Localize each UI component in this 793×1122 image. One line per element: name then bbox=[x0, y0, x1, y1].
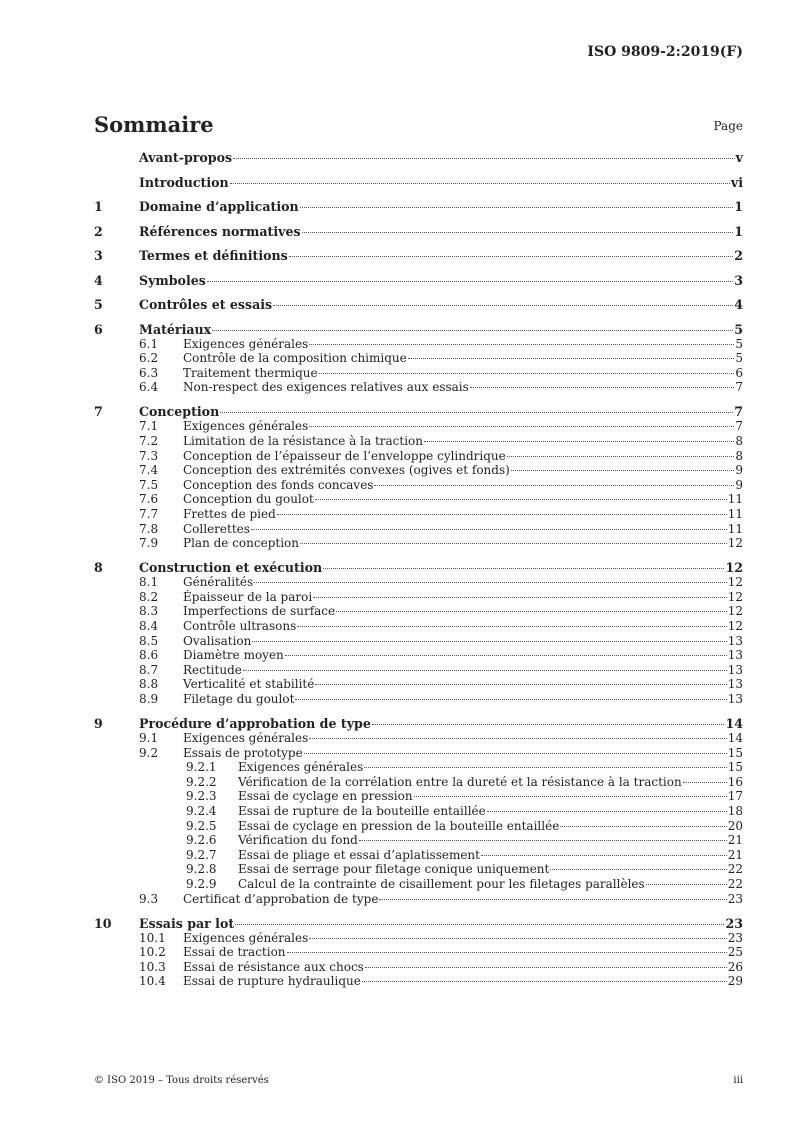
toc-number: 10.4 bbox=[139, 974, 166, 989]
dot-leader bbox=[550, 869, 726, 870]
page-title: Sommaire bbox=[94, 112, 214, 137]
toc-subsection[interactable] bbox=[94, 575, 743, 590]
toc-title: Contrôles et essais bbox=[139, 297, 273, 312]
dot-leader bbox=[220, 412, 733, 413]
toc-subsection[interactable] bbox=[94, 463, 743, 478]
toc-page-number: 29 bbox=[727, 974, 743, 989]
toc-page-number: 17 bbox=[727, 789, 743, 804]
toc-number: 7.9 bbox=[139, 536, 159, 551]
toc-number: 6.1 bbox=[139, 336, 159, 351]
footer-page-number: iii bbox=[733, 1075, 743, 1086]
dot-leader bbox=[273, 305, 733, 306]
dot-leader bbox=[313, 597, 727, 598]
toc-number: 8.2 bbox=[139, 589, 159, 604]
toc-page-number: 5 bbox=[735, 351, 743, 366]
toc-page-number: 12 bbox=[727, 575, 743, 590]
toc-page-number: 25 bbox=[727, 945, 743, 960]
toc-number: 10 bbox=[94, 915, 112, 931]
toc-page-number: 14 bbox=[725, 716, 743, 732]
dot-leader bbox=[302, 232, 734, 233]
dot-leader bbox=[300, 543, 727, 544]
toc-number: 5 bbox=[94, 297, 103, 312]
toc-number: 10.1 bbox=[139, 930, 166, 945]
toc-page-number: v bbox=[735, 150, 743, 165]
dot-leader bbox=[233, 158, 735, 159]
toc-number: 10.2 bbox=[139, 945, 166, 960]
dot-leader bbox=[207, 281, 733, 282]
toc-title: Vérification de la corrélation entre la dureté et la résistance à la traction bbox=[238, 774, 682, 789]
toc-number: 3 bbox=[94, 248, 103, 263]
toc-subsection[interactable] bbox=[94, 648, 743, 663]
toc-number: 7.5 bbox=[139, 477, 159, 492]
toc-number: 7.3 bbox=[139, 448, 159, 463]
toc-subsubsection[interactable] bbox=[94, 789, 743, 804]
toc-title: Certificat d’approbation de type bbox=[183, 891, 379, 906]
toc-page-number: 11 bbox=[727, 492, 743, 507]
toc-title: Imperfections de surface bbox=[183, 604, 336, 619]
toc-subsection[interactable] bbox=[94, 746, 743, 761]
toc-page-number: 13 bbox=[727, 691, 743, 706]
toc-page-number: 1 bbox=[734, 199, 743, 214]
dot-leader bbox=[408, 358, 735, 359]
toc-title: Vérification du fond bbox=[238, 833, 358, 848]
toc-section[interactable] bbox=[94, 175, 743, 190]
toc-title: Généralités bbox=[183, 575, 254, 590]
toc-page-number: 13 bbox=[727, 662, 743, 677]
dot-leader bbox=[470, 387, 735, 388]
toc-title: Ovalisation bbox=[183, 633, 252, 648]
toc-title: Limitation de la résistance à la traction bbox=[183, 433, 423, 448]
toc-title: Exigences générales bbox=[183, 930, 309, 945]
toc-title: Avant-propos bbox=[139, 150, 233, 165]
toc-title: Épaisseur de la paroi bbox=[183, 589, 313, 604]
toc-number: 7.1 bbox=[139, 419, 159, 434]
toc-subsection[interactable] bbox=[94, 351, 743, 366]
toc-title: Rectitude bbox=[183, 662, 242, 677]
toc-subsection[interactable] bbox=[94, 619, 743, 634]
toc-title: Conception des fonds concaves bbox=[183, 477, 374, 492]
toc-number: 9.2.3 bbox=[186, 789, 217, 804]
toc-number: 4 bbox=[94, 272, 103, 288]
toc-title: Essai de pliage et essai d’aplatissement bbox=[238, 847, 480, 862]
dot-leader bbox=[304, 753, 727, 754]
toc-section[interactable] bbox=[94, 716, 743, 731]
dot-leader bbox=[481, 855, 727, 856]
toc-page-number: 7 bbox=[734, 404, 743, 420]
dot-leader bbox=[511, 470, 735, 471]
toc-page-number: 23 bbox=[727, 930, 743, 945]
dot-leader bbox=[364, 767, 726, 768]
toc-page-number: 20 bbox=[727, 818, 743, 833]
toc-page-number: 6 bbox=[735, 365, 743, 380]
dot-leader bbox=[414, 796, 727, 797]
toc-subsection[interactable] bbox=[94, 731, 743, 746]
toc-number: 6.3 bbox=[139, 365, 159, 380]
toc-subsection[interactable] bbox=[94, 677, 743, 692]
toc-subsubsection[interactable] bbox=[94, 819, 743, 834]
dot-leader bbox=[295, 699, 726, 700]
toc-subsection[interactable] bbox=[94, 522, 743, 537]
toc-section[interactable] bbox=[94, 150, 743, 165]
dot-leader bbox=[235, 924, 724, 925]
dot-leader bbox=[309, 426, 734, 427]
dot-leader bbox=[365, 967, 727, 968]
toc-subsection[interactable] bbox=[94, 892, 743, 907]
toc-title: Essais par lot bbox=[139, 915, 235, 931]
toc-title: Plan de conception bbox=[183, 536, 299, 551]
toc-title: Filetage du goulot bbox=[183, 691, 295, 706]
dot-leader bbox=[560, 826, 726, 827]
toc-number: 7.8 bbox=[139, 521, 159, 536]
toc-subsection[interactable] bbox=[94, 434, 743, 449]
toc-subsection[interactable] bbox=[94, 634, 743, 649]
toc-subsubsection[interactable] bbox=[94, 848, 743, 863]
dot-leader bbox=[372, 724, 725, 725]
toc-subsection[interactable] bbox=[94, 366, 743, 381]
toc-number: 1 bbox=[94, 199, 103, 214]
dot-leader bbox=[285, 655, 727, 656]
toc-section[interactable] bbox=[94, 273, 743, 288]
dot-leader bbox=[683, 782, 727, 783]
dot-leader bbox=[212, 330, 733, 331]
dot-leader bbox=[277, 514, 727, 515]
toc-subsection[interactable] bbox=[94, 604, 743, 619]
toc-title: Traitement thermique bbox=[183, 365, 318, 380]
toc-number: 9.2.9 bbox=[186, 877, 217, 891]
toc-subsection[interactable] bbox=[94, 419, 743, 434]
toc-subsection[interactable] bbox=[94, 692, 743, 707]
toc-page-number: 11 bbox=[727, 521, 743, 536]
toc-page-number: 14 bbox=[727, 731, 743, 746]
toc-number: 8.3 bbox=[139, 604, 159, 619]
toc-title: Essai de rupture hydraulique bbox=[183, 974, 361, 989]
toc-number: 7.2 bbox=[139, 433, 159, 448]
toc-subsection[interactable] bbox=[94, 337, 743, 352]
dot-leader bbox=[309, 738, 726, 739]
toc-number: 6 bbox=[94, 321, 103, 337]
dot-leader bbox=[252, 641, 726, 642]
toc-subsubsection[interactable] bbox=[94, 775, 743, 790]
toc-subsection[interactable] bbox=[94, 974, 743, 989]
dot-leader bbox=[287, 952, 727, 953]
toc-subsubsection[interactable] bbox=[94, 833, 743, 848]
toc-section[interactable] bbox=[94, 297, 743, 312]
dot-leader bbox=[251, 529, 727, 530]
toc-number: 9.3 bbox=[139, 891, 159, 906]
toc-title: Matériaux bbox=[139, 321, 212, 337]
toc-title: Calcul de la contrainte de cisaillement pour les filetages parallèles bbox=[238, 877, 645, 891]
dot-leader bbox=[309, 938, 726, 939]
toc-section[interactable] bbox=[94, 248, 743, 263]
toc-page-number: 21 bbox=[727, 847, 743, 862]
toc-section[interactable] bbox=[94, 560, 743, 575]
toc-page-number: 7 bbox=[735, 419, 743, 434]
dot-leader bbox=[424, 441, 734, 442]
toc-number: 10.3 bbox=[139, 959, 166, 974]
toc-number: 9 bbox=[94, 716, 103, 732]
toc-number: 8.6 bbox=[139, 648, 159, 663]
toc-number: 9.1 bbox=[139, 731, 159, 746]
toc-page-number: 12 bbox=[727, 589, 743, 604]
page-column-label: Page bbox=[713, 119, 743, 133]
toc-subsection[interactable] bbox=[94, 449, 743, 464]
toc-page-number: 3 bbox=[734, 272, 743, 288]
toc-number: 8.5 bbox=[139, 633, 159, 648]
toc-title: Essai de traction bbox=[183, 945, 286, 960]
toc-subsection[interactable] bbox=[94, 380, 743, 395]
toc-page-number: 23 bbox=[727, 891, 743, 906]
toc-section[interactable] bbox=[94, 916, 743, 931]
toc-title: Contrôle de la composition chimique bbox=[183, 351, 407, 366]
toc-number: 6.2 bbox=[139, 351, 159, 366]
toc-title: Conception du goulot bbox=[183, 492, 314, 507]
toc-title: Verticalité et stabilité bbox=[183, 677, 315, 692]
toc-section[interactable] bbox=[94, 322, 743, 337]
footer-copyright: © ISO 2019 – Tous droits réservés bbox=[94, 1075, 269, 1086]
dot-leader bbox=[323, 568, 724, 569]
toc-number: 9.2.6 bbox=[186, 833, 217, 848]
document-id: ISO 9809-2:2019(F) bbox=[587, 44, 743, 60]
toc-page-number: 23 bbox=[725, 915, 743, 931]
toc-subsection[interactable] bbox=[94, 663, 743, 678]
toc-title: Exigences générales bbox=[183, 731, 309, 746]
toc-page-number: 12 bbox=[727, 619, 743, 633]
toc-title: Contrôle ultrasons bbox=[183, 619, 297, 633]
dot-leader bbox=[487, 811, 727, 812]
dot-leader bbox=[309, 344, 734, 345]
dot-leader bbox=[319, 373, 735, 374]
dot-leader bbox=[336, 611, 727, 612]
dot-leader bbox=[646, 884, 727, 885]
toc-title: Symboles bbox=[139, 272, 206, 288]
toc-title: Diamètre moyen bbox=[183, 648, 284, 663]
toc-title: Exigences générales bbox=[183, 419, 309, 434]
toc-page-number: 8 bbox=[735, 433, 743, 448]
toc-subsubsection[interactable] bbox=[94, 877, 743, 892]
toc-title: Conception de l’épaisseur de l’enveloppe cylindrique bbox=[183, 448, 506, 463]
toc-title: Essai de résistance aux chocs bbox=[183, 959, 364, 974]
toc-number: 8 bbox=[94, 560, 103, 576]
toc-title: Essai de rupture de la bouteille entaillée bbox=[238, 804, 486, 819]
toc-title: Procédure d’approbation de type bbox=[139, 716, 371, 732]
toc-number: 9.2 bbox=[139, 745, 159, 760]
toc-title: Essai de cyclage en pression de la bouteille entaillée bbox=[238, 818, 560, 833]
toc-page-number: 21 bbox=[727, 833, 743, 848]
toc-subsubsection[interactable] bbox=[94, 760, 743, 775]
dot-leader bbox=[507, 456, 735, 457]
toc-number: 9.2.1 bbox=[186, 760, 217, 775]
toc-page-number: 15 bbox=[727, 745, 743, 760]
toc-page-number: 4 bbox=[734, 297, 743, 312]
dot-leader bbox=[289, 256, 733, 257]
toc-number: 6.4 bbox=[139, 380, 159, 395]
toc-title: Essai de cyclage en pression bbox=[238, 789, 413, 804]
toc-number: 9.2.8 bbox=[186, 862, 217, 877]
dot-leader bbox=[300, 207, 734, 208]
toc-title: Conception bbox=[139, 404, 220, 420]
toc-subsection[interactable] bbox=[94, 536, 743, 551]
toc-page-number: 22 bbox=[727, 862, 743, 877]
toc-page-number: vi bbox=[730, 174, 743, 190]
toc-title: Exigences générales bbox=[238, 760, 364, 775]
toc-page-number: 5 bbox=[734, 321, 743, 337]
toc-section[interactable] bbox=[94, 404, 743, 419]
toc-title: Non-respect des exigences relatives aux essais bbox=[183, 380, 469, 395]
dot-leader bbox=[359, 840, 727, 841]
toc-page-number: 12 bbox=[725, 560, 743, 576]
toc-page-number: 13 bbox=[727, 677, 743, 692]
toc-number: 7.6 bbox=[139, 492, 159, 507]
toc-page-number: 9 bbox=[735, 477, 743, 492]
toc-page-number: 13 bbox=[727, 648, 743, 663]
dot-leader bbox=[315, 684, 726, 685]
toc-section[interactable] bbox=[94, 224, 743, 239]
toc-number: 8.8 bbox=[139, 677, 159, 692]
toc-title: Essais de prototype bbox=[183, 745, 303, 760]
toc-section[interactable] bbox=[94, 199, 743, 214]
toc-page-number: 2 bbox=[734, 248, 743, 263]
toc-subsection[interactable] bbox=[94, 492, 743, 507]
toc-subsection[interactable] bbox=[94, 590, 743, 605]
toc-number: 9.2.7 bbox=[186, 847, 217, 862]
toc-number: 8.4 bbox=[139, 619, 159, 633]
dot-leader bbox=[297, 626, 726, 627]
toc-number: 9.2.2 bbox=[186, 774, 217, 789]
toc-page-number: 1 bbox=[734, 223, 743, 239]
toc-subsection[interactable] bbox=[94, 478, 743, 493]
toc-number: 9.2.4 bbox=[186, 804, 217, 819]
dot-leader bbox=[379, 899, 726, 900]
toc-title: Frettes de pied bbox=[183, 506, 276, 521]
dot-leader bbox=[315, 499, 727, 500]
toc-title: Collerettes bbox=[183, 521, 250, 536]
toc-page-number: 9 bbox=[735, 463, 743, 478]
toc-title: Domaine d’application bbox=[139, 199, 299, 214]
toc-title: Termes et définitions bbox=[139, 248, 288, 263]
toc-number: 9.2.5 bbox=[186, 818, 217, 833]
toc-number: 8.1 bbox=[139, 575, 159, 590]
toc-number: 8.9 bbox=[139, 691, 159, 706]
toc-number: 2 bbox=[94, 223, 103, 239]
dot-leader bbox=[362, 981, 727, 982]
toc-title: Essai de serrage pour filetage conique uniquement bbox=[238, 862, 550, 877]
dot-leader bbox=[254, 582, 727, 583]
toc-subsection[interactable] bbox=[94, 945, 743, 960]
toc-page-number: 13 bbox=[727, 633, 743, 648]
toc-number: 7.7 bbox=[139, 506, 159, 521]
toc-page-number: 16 bbox=[727, 774, 743, 789]
toc-page-number: 18 bbox=[727, 804, 743, 819]
dot-leader bbox=[243, 670, 727, 671]
toc-title: Conception des extrémités convexes (ogives et fonds) bbox=[183, 463, 510, 478]
toc-subsubsection[interactable] bbox=[94, 804, 743, 819]
toc-page-number: 8 bbox=[735, 448, 743, 463]
toc-number: 7 bbox=[94, 404, 103, 420]
toc-title: Construction et exécution bbox=[139, 560, 323, 576]
toc-page-number: 7 bbox=[735, 380, 743, 395]
table-of-contents bbox=[94, 150, 743, 989]
toc-subsubsection[interactable] bbox=[94, 862, 743, 877]
toc-number: 7.4 bbox=[139, 463, 159, 478]
toc-title: Introduction bbox=[139, 174, 229, 190]
toc-number: 8.7 bbox=[139, 662, 159, 677]
toc-page-number: 12 bbox=[727, 604, 743, 619]
toc-page-number: 11 bbox=[727, 506, 743, 521]
toc-title: Références normatives bbox=[139, 223, 301, 239]
toc-page-number: 5 bbox=[735, 336, 743, 351]
toc-subsection[interactable] bbox=[94, 507, 743, 522]
toc-page-number: 12 bbox=[727, 536, 743, 551]
toc-subsection[interactable] bbox=[94, 960, 743, 975]
toc-page-number: 15 bbox=[727, 760, 743, 775]
toc-subsection[interactable] bbox=[94, 931, 743, 946]
dot-leader bbox=[374, 485, 734, 486]
dot-leader bbox=[230, 183, 730, 184]
toc-page-number: 26 bbox=[727, 959, 743, 974]
toc-page-number: 22 bbox=[727, 877, 743, 891]
toc-title: Exigences générales bbox=[183, 336, 309, 351]
